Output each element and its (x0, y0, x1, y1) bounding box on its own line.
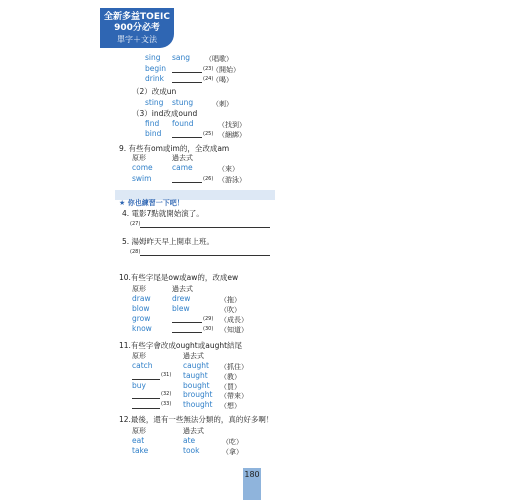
column-header-past: 過去式 (183, 427, 204, 435)
rule-heading: （2）改成un (132, 87, 177, 96)
answer-blank (132, 397, 160, 399)
exercise-question: 5. 湯姆昨天早上開車上班。 (122, 237, 215, 246)
blank-number: (33) (161, 401, 172, 407)
word-base: drink (145, 74, 165, 83)
word-meaning: （開始） (212, 66, 240, 74)
column-header-base: 原形 (132, 154, 146, 162)
word-meaning: （買） (220, 383, 241, 391)
word-meaning: （喝） (212, 76, 233, 84)
answer-blank (172, 81, 202, 83)
word-past: bought (183, 381, 210, 390)
blank-number: (26) (203, 176, 214, 182)
rule-heading: 10.有些字尾是ow或aw的，改成ew (119, 273, 239, 282)
word-meaning: （想） (220, 402, 241, 410)
word-past: came (172, 163, 193, 172)
word-meaning: （拖） (220, 296, 241, 304)
word-meaning: （刺） (212, 100, 233, 108)
rule-heading: （3）ind改成ound (132, 109, 198, 118)
blank-number: (25) (203, 131, 214, 137)
word-base: grow (132, 314, 151, 323)
blank-number: (27) (130, 221, 141, 227)
word-meaning: （來） (218, 165, 239, 173)
word-meaning: （教） (220, 373, 241, 381)
word-past: taught (183, 371, 208, 380)
answer-blank (172, 321, 202, 323)
word-meaning: （拿） (222, 448, 243, 456)
rule-heading: 11.有些字會改成ought或aught結尾 (119, 341, 243, 350)
blank-number: (30) (203, 326, 214, 332)
rule-heading: 12.最後，還有一些無法分類的，真的好多啊！ (119, 415, 274, 424)
column-header-base: 原形 (132, 352, 146, 360)
word-base: eat (132, 436, 145, 445)
book-badge (100, 8, 174, 48)
word-base: blow (132, 304, 150, 313)
column-header-base: 原形 (132, 427, 146, 435)
badge-title: 全新多益TOEIC (104, 12, 170, 22)
word-base: know (132, 324, 152, 333)
answer-blank (172, 136, 202, 138)
word-meaning: （吃） (222, 438, 243, 446)
word-base: begin (145, 64, 166, 73)
exercise-question: 4. 電影7點就開始演了。 (122, 209, 204, 218)
word-meaning: （找到） (218, 121, 246, 129)
answer-line (140, 226, 270, 228)
word-past: brought (183, 390, 213, 399)
column-header-past: 過去式 (172, 285, 193, 293)
word-base: catch (132, 361, 153, 370)
word-base: bind (145, 129, 162, 138)
blank-number: (32) (161, 391, 172, 397)
word-meaning: （吹） (220, 306, 241, 314)
blank-number: (29) (203, 316, 214, 322)
blank-number: (24) (203, 76, 214, 82)
column-header-past: 過去式 (172, 154, 193, 162)
word-base: take (132, 446, 149, 455)
answer-blank (132, 378, 160, 380)
badge-tagline: 單字＋文法 (117, 35, 157, 44)
page-number: 180 (244, 470, 260, 479)
word-past: blew (172, 304, 190, 313)
word-meaning: （唱歌） (205, 55, 233, 63)
rule-heading: 9. 有些有om或im的，全改成am (119, 144, 230, 153)
word-past: sang (172, 53, 191, 62)
word-meaning: （抓住） (220, 363, 248, 371)
word-meaning: （帶來） (220, 392, 248, 400)
practice-banner (115, 190, 275, 207)
word-past: found (172, 119, 194, 128)
word-base: draw (132, 294, 151, 303)
word-past: drew (172, 294, 191, 303)
word-base: find (145, 119, 160, 128)
word-base: come (132, 163, 153, 172)
answer-blank (172, 71, 202, 73)
word-meaning: （知道） (220, 326, 248, 334)
blank-number: (23) (203, 66, 214, 72)
word-past: caught (183, 361, 209, 370)
blank-number: (28) (130, 249, 141, 255)
word-past: stung (172, 98, 194, 107)
word-past: thought (183, 400, 213, 409)
answer-line (140, 254, 270, 256)
badge-subtitle: 900分必考 (114, 23, 160, 33)
word-meaning: （綑綁） (218, 131, 246, 139)
word-past: took (183, 446, 200, 455)
column-header-base: 原形 (132, 285, 146, 293)
column-header-past: 過去式 (183, 352, 204, 360)
word-base: sing (145, 53, 161, 62)
blank-number: (31) (161, 372, 172, 378)
word-base: swim (132, 174, 152, 183)
word-base: sting (145, 98, 164, 107)
answer-blank (172, 181, 202, 183)
word-meaning: （游泳） (218, 176, 246, 184)
answer-blank (132, 407, 160, 409)
answer-blank (172, 331, 202, 333)
practice-banner-label: ★ 你也練習一下吧！ (119, 199, 184, 207)
word-base: buy (132, 381, 146, 390)
word-past: ate (183, 436, 196, 445)
word-meaning: （成長） (220, 316, 248, 324)
page-number-tab (243, 468, 261, 500)
